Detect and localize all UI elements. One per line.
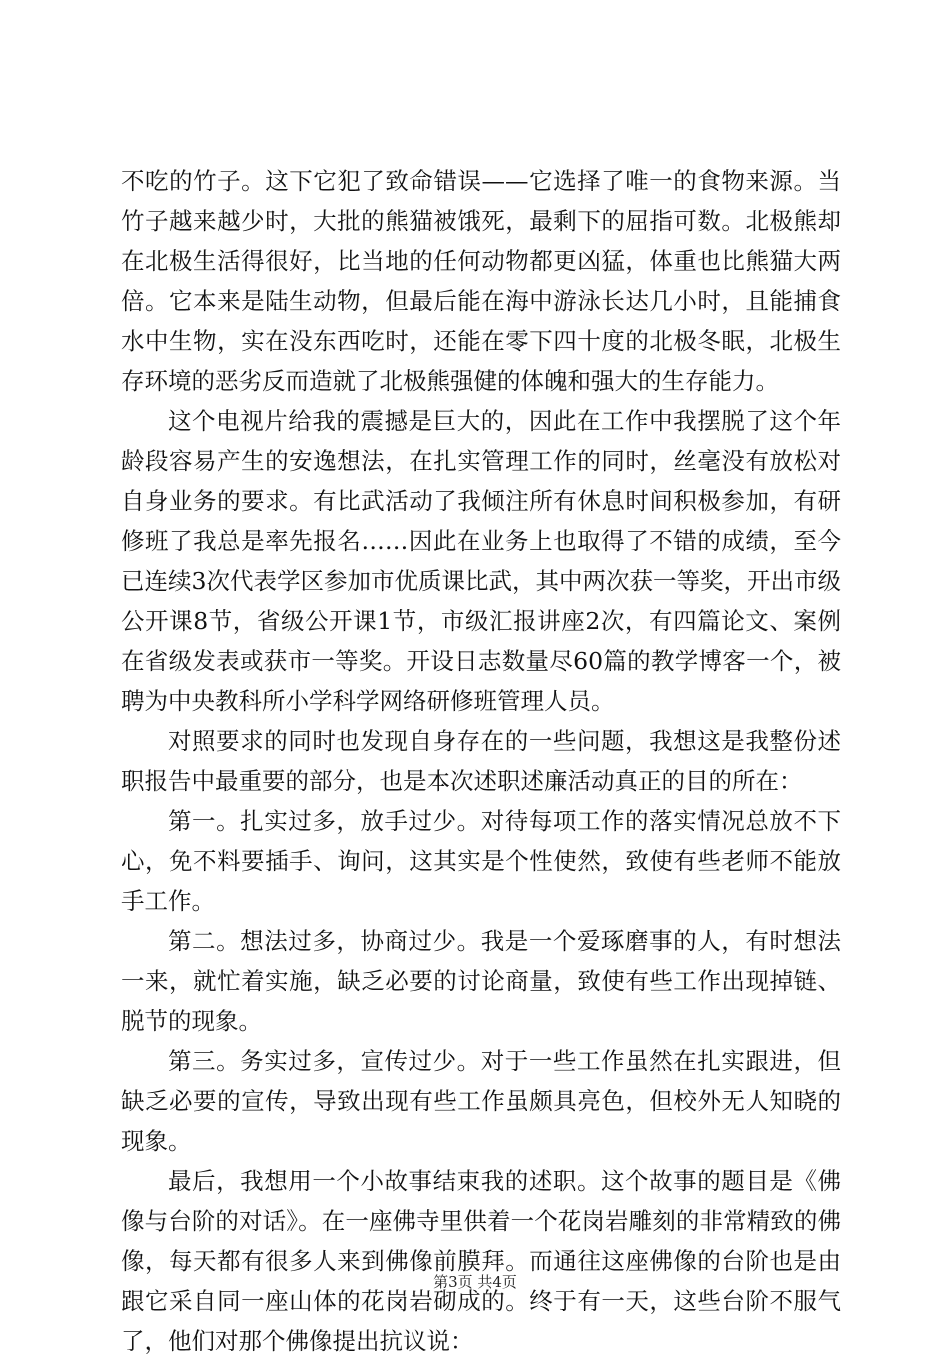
paragraph-2: 这个电视片给我的震撼是巨大的，因此在工作中我摆脱了这个年龄段容易产生的安逸想法，在扎实管理工作的同时，丝毫没有放松对自身业务的要求。有比武活动了我倾注所有休息时间积极参加，有研修班了我总是率先报名……因此在业务上也取得了不错的成绩，至今已连续3次代表学区参加市优质课比武，其中两次获一等奖，开出市级公开课8节，省级公开课1节，市级汇报讲座2次，有四篇论文、案例在省级发表或获市一等奖。开设日志数量尽60篇的教学博客一个，被聘为中央教科所小学科学网络研修班管理人员。 — [121, 407, 841, 715]
document-body — [121, 161, 841, 1361]
page-footer: 第3页 共4页 — [433, 1273, 517, 1291]
paragraph-1: 不吃的竹子。这下它犯了致命错误——它选择了唯一的食物来源。当竹子越来越少时，大批的熊猫被饿死，最剩下的屈指可数。北极熊却在北极生活得很好，比当地的任何动物都更凶猛，体重也比熊猫大两倍。它本来是陆生动物，但最后能在海中游泳长达几小时，且能捕食水中生物，实在没东西吃时，还能在零下四十度的北极冬眠，北极生存环境的恶劣反而造就了北极熊强健的体魄和强大的生存能力。 — [121, 167, 841, 395]
paragraph-7: 最后，我想用一个小故事结束我的述职。这个故事的题目是《佛像与台阶的对话》。在一座佛寺里供着一个花岗岩雕刻的非常精致的佛像，每天都有很多人来到佛像前膜拜。而通往这座佛像的台阶也是由跟它采自同一座山体的花岗岩砌成的。终于有一天，这些台阶不服气了，他们对那个佛像提出抗议说： — [121, 1167, 841, 1355]
paragraph-4: 第一。扎实过多，放手过少。对待每项工作的落实情况总放不下心，免不料要插手、询问，这其实是个性使然，致使有些老师不能放手工作。 — [121, 807, 841, 915]
paragraph-5: 第二。想法过多，协商过少。我是一个爱琢磨事的人，有时想法一来，就忙着实施，缺乏必要的讨论商量，致使有些工作出现掉链、脱节的现象。 — [121, 927, 841, 1035]
paragraph-3: 对照要求的同时也发现自身存在的一些问题，我想这是我整份述职报告中最重要的部分，也是本次述职述廉活动真正的目的所在： — [121, 727, 841, 795]
paragraph-6: 第三。务实过多，宣传过少。对于一些工作虽然在扎实跟进，但缺乏必要的宣传，导致出现有些工作虽颇具亮色，但校外无人知晓的现象。 — [121, 1047, 841, 1155]
